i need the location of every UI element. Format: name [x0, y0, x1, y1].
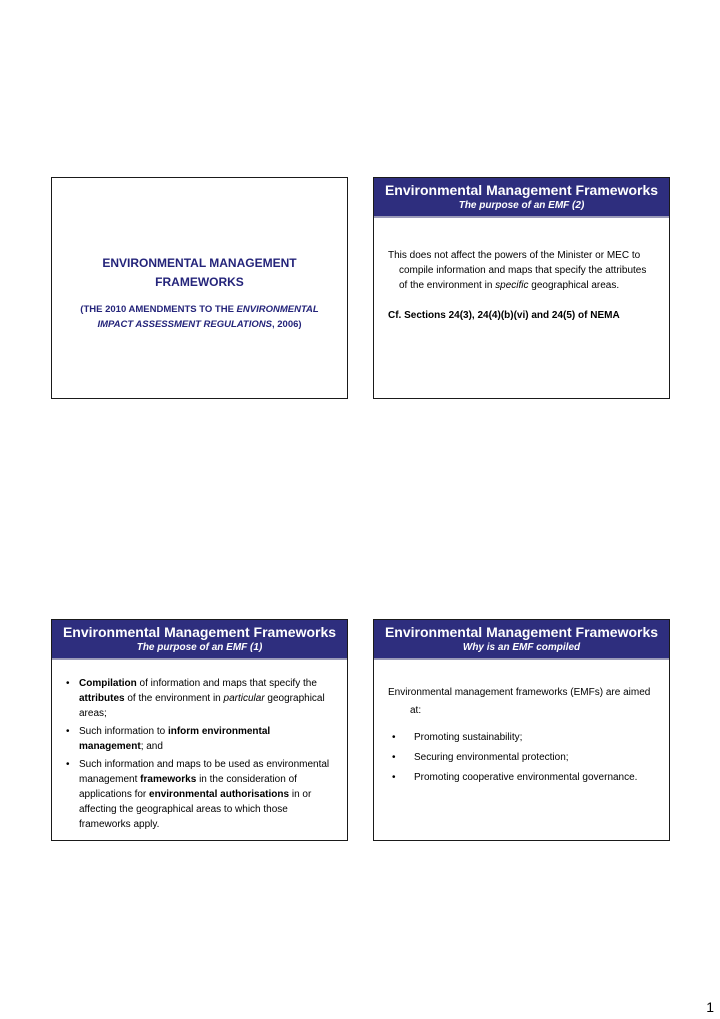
slide-subheading: The purpose of an EMF (2)	[458, 200, 585, 211]
bullet-icon: •	[66, 759, 70, 770]
title-line-1: ENVIRONMENTAL MANAGEMENT	[102, 256, 297, 270]
item-text: of information and maps that specify the	[136, 678, 317, 689]
slide-purpose-1	[51, 619, 348, 841]
slide-header	[374, 620, 669, 660]
slide-header	[374, 178, 669, 218]
item-text: Promoting cooperative environmental governance.	[414, 772, 638, 783]
subheading-italic: IMPACT ASSESSMENT REGULATIONS	[97, 319, 272, 330]
slide-heading: Environmental Management Frameworks	[384, 182, 659, 198]
list-item	[66, 757, 333, 832]
italic-text: particular	[223, 693, 265, 704]
bold-text: attributes	[79, 693, 125, 704]
page-number: 1	[706, 999, 714, 1015]
bullet-icon: •	[392, 732, 396, 743]
title-line-2: FRAMEWORKS	[155, 275, 244, 289]
slide-why-compiled	[373, 619, 670, 841]
bold-text: inform environmental management	[79, 726, 271, 752]
bullet-icon: •	[392, 772, 396, 783]
slide-heading: Environmental Management Frameworks	[384, 624, 659, 640]
slide-subheading: Why is an EMF compiled	[462, 642, 581, 653]
list-item	[66, 724, 333, 754]
bold-text: Compilation	[79, 678, 137, 689]
item-text: ; and	[140, 741, 163, 752]
bullet-icon: •	[66, 726, 70, 737]
list-item	[388, 770, 655, 785]
slide-header	[52, 620, 347, 660]
list-item	[388, 730, 655, 745]
paragraph-text: geographical areas.	[528, 280, 620, 291]
item-text: of the environment in	[124, 693, 224, 704]
list-item	[66, 676, 333, 721]
bullet-list	[388, 730, 655, 785]
paragraph	[388, 248, 655, 293]
slide-title	[51, 177, 348, 399]
slide-body	[374, 218, 669, 323]
slide-title-heading	[52, 254, 347, 292]
bold-text: frameworks	[140, 774, 197, 785]
slide-subheading: The purpose of an EMF (1)	[136, 642, 263, 653]
bold-text: environmental authorisations	[149, 789, 290, 800]
slide-title-subheading	[52, 302, 347, 332]
paragraph-italic: specific	[495, 280, 529, 291]
subheading-text: , 2006)	[271, 319, 302, 330]
slide-body	[374, 660, 669, 785]
paragraph-text: This does not affect the powers of the Minister or MEC to compile information and maps that specify the attributes of the environment in	[388, 250, 647, 291]
item-text: geographical areas;	[79, 693, 325, 719]
item-text: in the consideration of applications for	[79, 774, 297, 800]
item-text: Such information and maps to be used as environmental management	[79, 759, 330, 785]
list-item	[388, 750, 655, 765]
item-text: in or affecting the geographical areas to which those frameworks apply.	[79, 789, 312, 830]
slide-heading: Environmental Management Frameworks	[62, 624, 337, 640]
item-text: Such information to	[79, 726, 168, 737]
slide-body	[52, 660, 347, 832]
citation: Cf. Sections 24(3), 24(4)(b)(vi) and 24(5) of NEMA	[388, 310, 620, 321]
bullet-icon: •	[66, 678, 70, 689]
subheading-italic: ENVIRONMENTAL	[236, 304, 319, 315]
subheading-text: (THE 2010 AMENDMENTS TO THE	[80, 304, 237, 315]
bullet-list	[66, 676, 333, 832]
slide-purpose-2	[373, 177, 670, 399]
item-text: Promoting sustainability;	[414, 732, 523, 743]
item-text: Securing environmental protection;	[414, 752, 569, 763]
intro-paragraph: Environmental management frameworks (EMFs) are aimed at:	[388, 687, 651, 716]
bullet-icon: •	[392, 752, 396, 763]
